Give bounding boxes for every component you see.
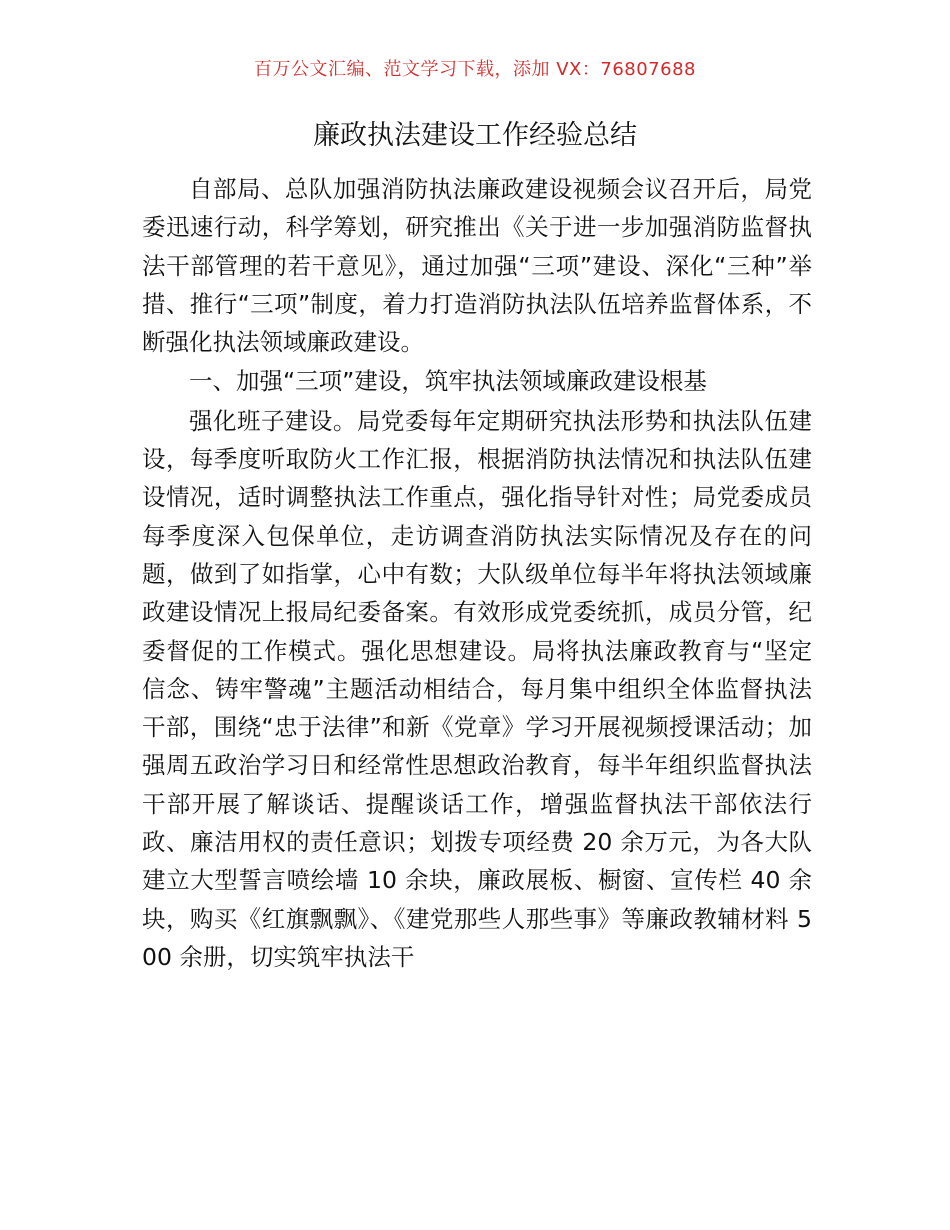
body-paragraph: 强化班子建设。局党委每年定期研究执法形势和执法队伍建设，每季度听取防火工作汇报，根据消防执法情况和执法队伍建设情况，适时调整执法工作重点，强化指导针对性；局党委成员每季度深入包保单位，走访调查消防执法实际情况及存在的问题，做到了如指掌，心中有数；大队级单位每半年将执法领域廉政建设情况上报局纪委备案。有效形成党委统抓，成员分管，纪委督促的工作模式。强化思想建设。局将执法廉政教育与“坚定信念、铸牢警魂”主题活动相结合，每月集中组织全体监督执法干部，围绕“忠于法律”和新《党章》学习开展视频授课活动；加强周五政治学习日和经常性思想政治教育，每半年组织监督执法干部开展了解谈话、提醒谈话工作，增强监督执法干部依法行政、廉洁用权的责任意识；划拨专项经费 20 余万元，为各大队建立大型誓言喷绘墙 10 余块，廉政展板、橱窗、宣传栏 40 余块，购买《红旗飘飘》、《建党那些人那些事》等廉政教辅材料 500 余册，切实筑牢执法干 [142,406,812,971]
intro-paragraph: 自部局、总队加强消防执法廉政建设视频会议召开后，局党委迅速行动，科学筹划，研究推出《关于进一步加强消防监督执法干部管理的若干意见》，通过加强“三项”建设、深化“三种”举措、推行“三项”制度，着力打造消防执法队伍培养监督体系，不断强化执法领域廉政建设。 [142,175,812,357]
page-title: 廉政执法建设工作经验总结 [313,120,637,151]
header-watermark-note: 百万公文汇编、范文学习下载，添加 VX：76807688 [254,59,696,80]
document-body [142,170,812,976]
section-heading: 一、加强“三项”建设，筑牢执法领域廉政建设根基 [189,367,707,396]
